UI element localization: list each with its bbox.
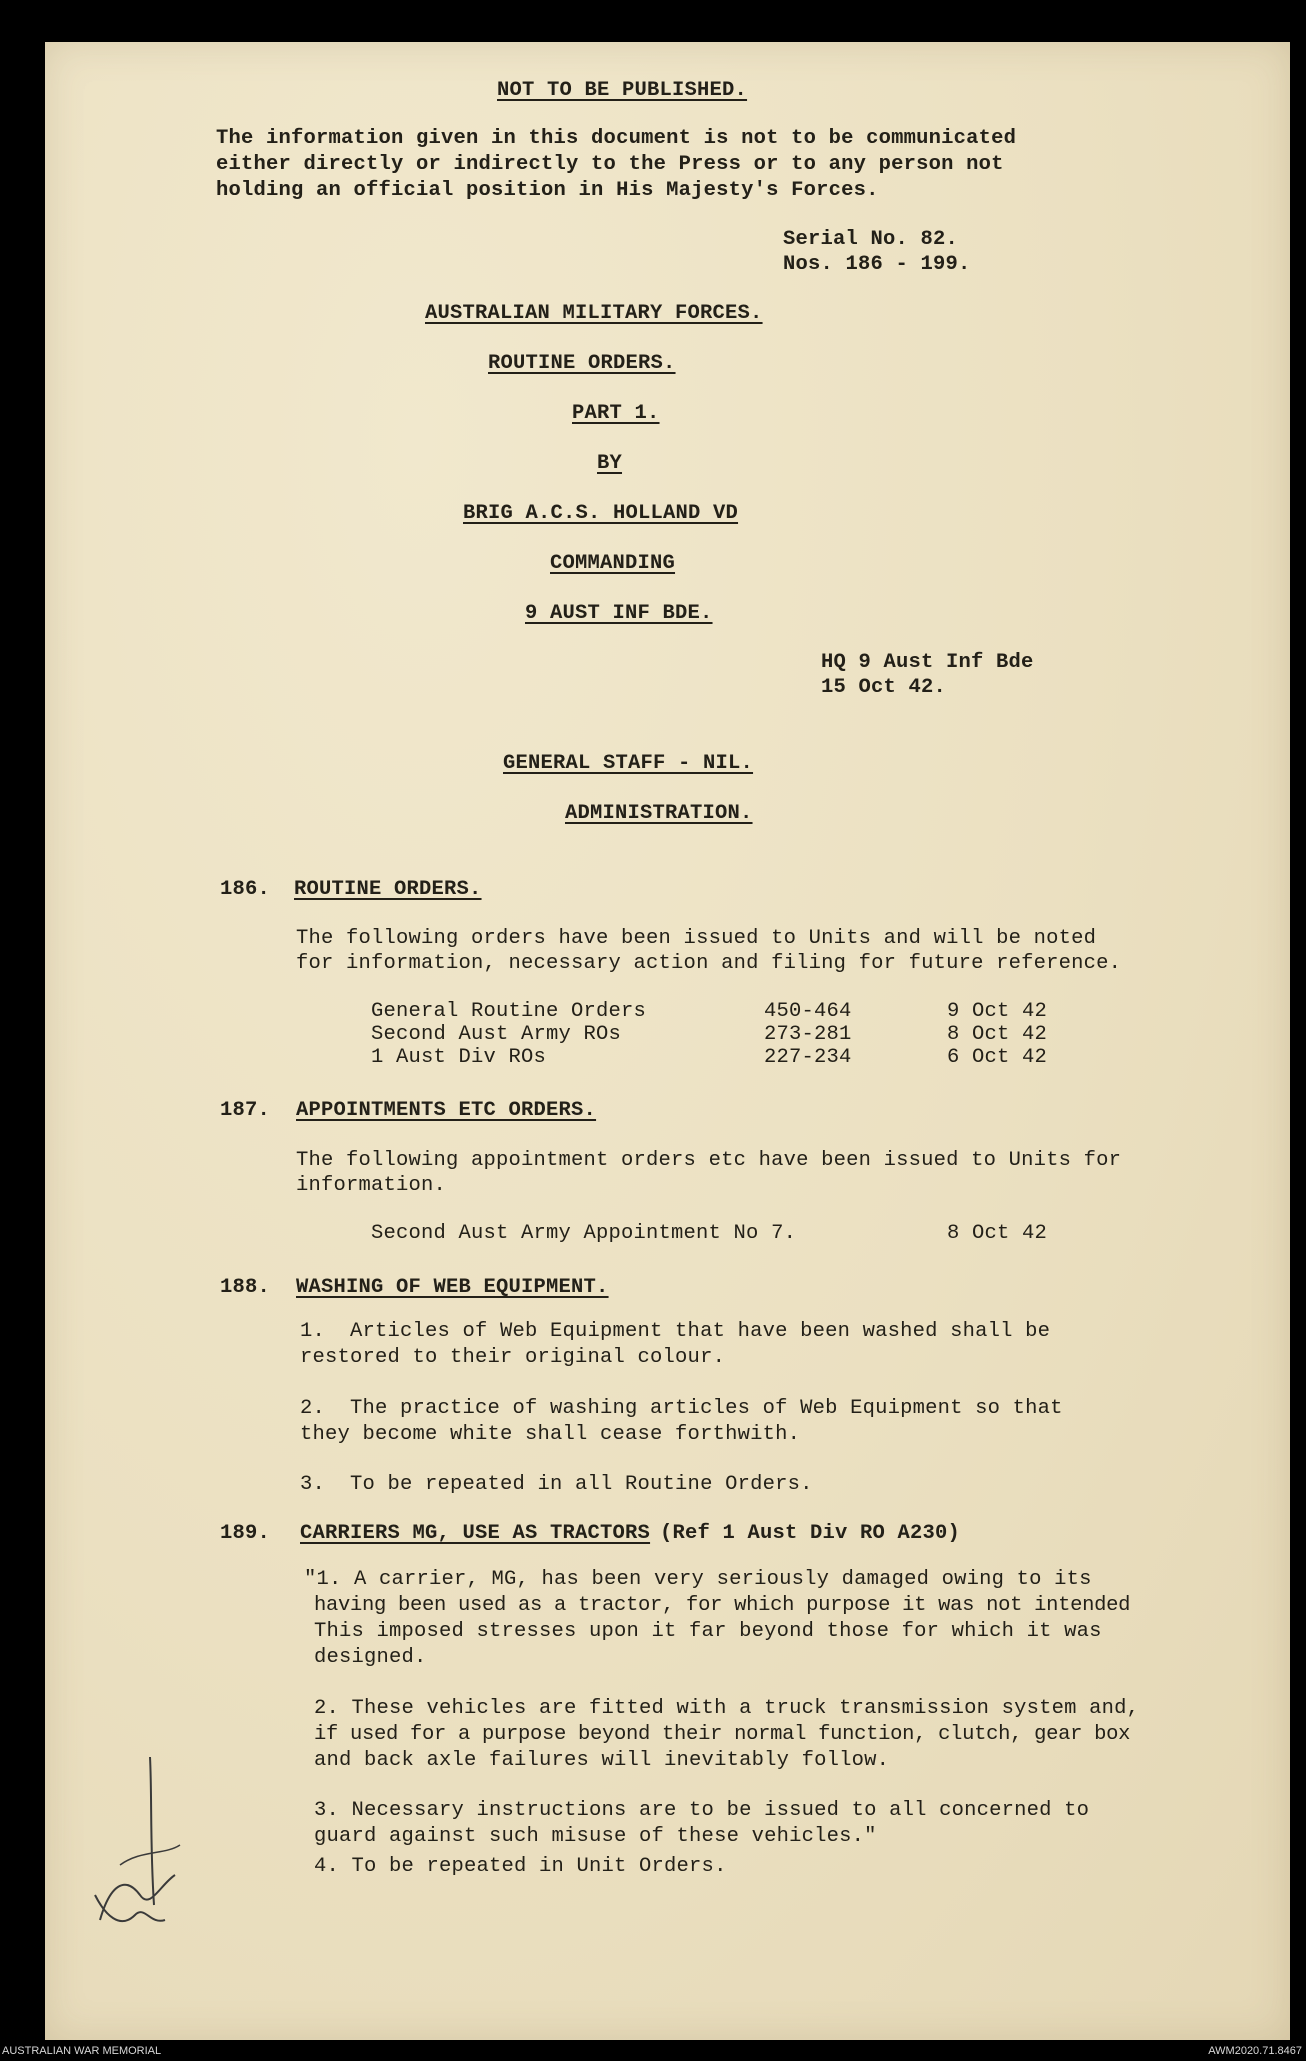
- order-number: 188.: [220, 1276, 271, 1299]
- order-title: ROUTINE ORDERS.: [294, 878, 482, 901]
- appointment-item: Second Aust Army Appointment No 7.: [371, 1222, 797, 1245]
- order-text: restored to their original colour.: [300, 1346, 726, 1369]
- order-text: This imposed stresses upon it far beyond those for which it was: [314, 1620, 1102, 1643]
- handwritten-initials-signature: [80, 1755, 190, 1935]
- order-number: 186.: [220, 878, 271, 901]
- table-cell-date: 8 Oct 42: [947, 1023, 1048, 1046]
- order-numbers: Nos. 186 - 199.: [783, 253, 971, 276]
- order-text: 3. Necessary instructions are to be issued to all concerned to: [314, 1799, 1090, 1822]
- general-staff-heading: GENERAL STAFF - NIL.: [503, 752, 754, 775]
- order-text: they become white shall cease forthwith.: [300, 1423, 801, 1446]
- order-text: 2. The practice of washing articles of Web Equipment so that: [300, 1397, 1063, 1420]
- table-cell-nos: 450-464: [764, 1000, 852, 1023]
- order-number: 187.: [220, 1099, 271, 1122]
- order-text: 3. To be repeated in all Routine Orders.: [300, 1473, 813, 1496]
- table-cell-name: 1 Aust Div ROs: [371, 1046, 547, 1069]
- order-title: CARRIERS MG, USE AS TRACTORS: [300, 1522, 651, 1545]
- title-line: 9 AUST INF BDE.: [525, 602, 713, 625]
- order-text: for information, necessary action and filing for future reference.: [296, 952, 1122, 975]
- archive-accession-number: AWM2020.71.8467: [1208, 2045, 1302, 2057]
- title-line: COMMANDING: [550, 552, 676, 575]
- order-text: guard against such misuse of these vehicles.": [314, 1825, 877, 1848]
- order-text: having been used as a tractor, for which purpose it was not intended: [314, 1594, 1131, 1617]
- order-text: The following orders have been issued to Units and will be noted: [296, 927, 1097, 950]
- title-line: ROUTINE ORDERS.: [488, 352, 676, 375]
- hq-line: HQ 9 Aust Inf Bde: [821, 651, 1034, 674]
- order-text: if used for a purpose beyond their normal function, clutch, gear box: [314, 1723, 1131, 1746]
- order-text: "1. A carrier, MG, has been very seriously damaged owing to its: [304, 1568, 1092, 1591]
- order-number: 189.: [220, 1522, 271, 1545]
- notice-line: either directly or indirectly to the Press or to any person not: [216, 153, 1004, 176]
- order-title: WASHING OF WEB EQUIPMENT.: [296, 1276, 609, 1299]
- notice-line: holding an official position in His Majesty's Forces.: [216, 179, 879, 202]
- notice-title: NOT TO BE PUBLISHED.: [497, 79, 748, 102]
- hq-date: 15 Oct 42.: [821, 676, 947, 699]
- order-text: and back axle failures will inevitably follow.: [314, 1749, 890, 1772]
- archive-caption: AUSTRALIAN WAR MEMORIAL: [2, 2045, 162, 2057]
- serial-number: Serial No. 82.: [783, 228, 959, 251]
- order-text: designed.: [314, 1646, 427, 1669]
- order-title: APPOINTMENTS ETC ORDERS.: [296, 1099, 597, 1122]
- administration-heading: ADMINISTRATION.: [565, 802, 753, 825]
- title-line: BY: [597, 452, 623, 475]
- order-text: information.: [296, 1174, 447, 1197]
- notice-line: The information given in this document is not to be communicated: [216, 127, 1017, 150]
- order-text: The following appointment orders etc have been issued to Units for: [296, 1149, 1122, 1172]
- table-cell-date: 9 Oct 42: [947, 1000, 1048, 1023]
- table-cell-name: General Routine Orders: [371, 1000, 647, 1023]
- table-cell-name: Second Aust Army ROs: [371, 1023, 622, 1046]
- appointment-date: 8 Oct 42: [947, 1222, 1048, 1245]
- title-line: AUSTRALIAN MILITARY FORCES.: [425, 302, 763, 325]
- order-text: 2. These vehicles are fitted with a truck transmission system and,: [314, 1697, 1140, 1720]
- table-cell-date: 6 Oct 42: [947, 1046, 1048, 1069]
- title-line: BRIG A.C.S. HOLLAND VD: [463, 502, 739, 525]
- order-text: 4. To be repeated in Unit Orders.: [314, 1855, 727, 1878]
- title-line: PART 1.: [572, 402, 660, 425]
- table-cell-nos: 273-281: [764, 1023, 852, 1046]
- order-text: 1. Articles of Web Equipment that have been washed shall be: [300, 1320, 1051, 1343]
- order-reference: (Ref 1 Aust Div RO A230): [660, 1522, 961, 1545]
- table-cell-nos: 227-234: [764, 1046, 852, 1069]
